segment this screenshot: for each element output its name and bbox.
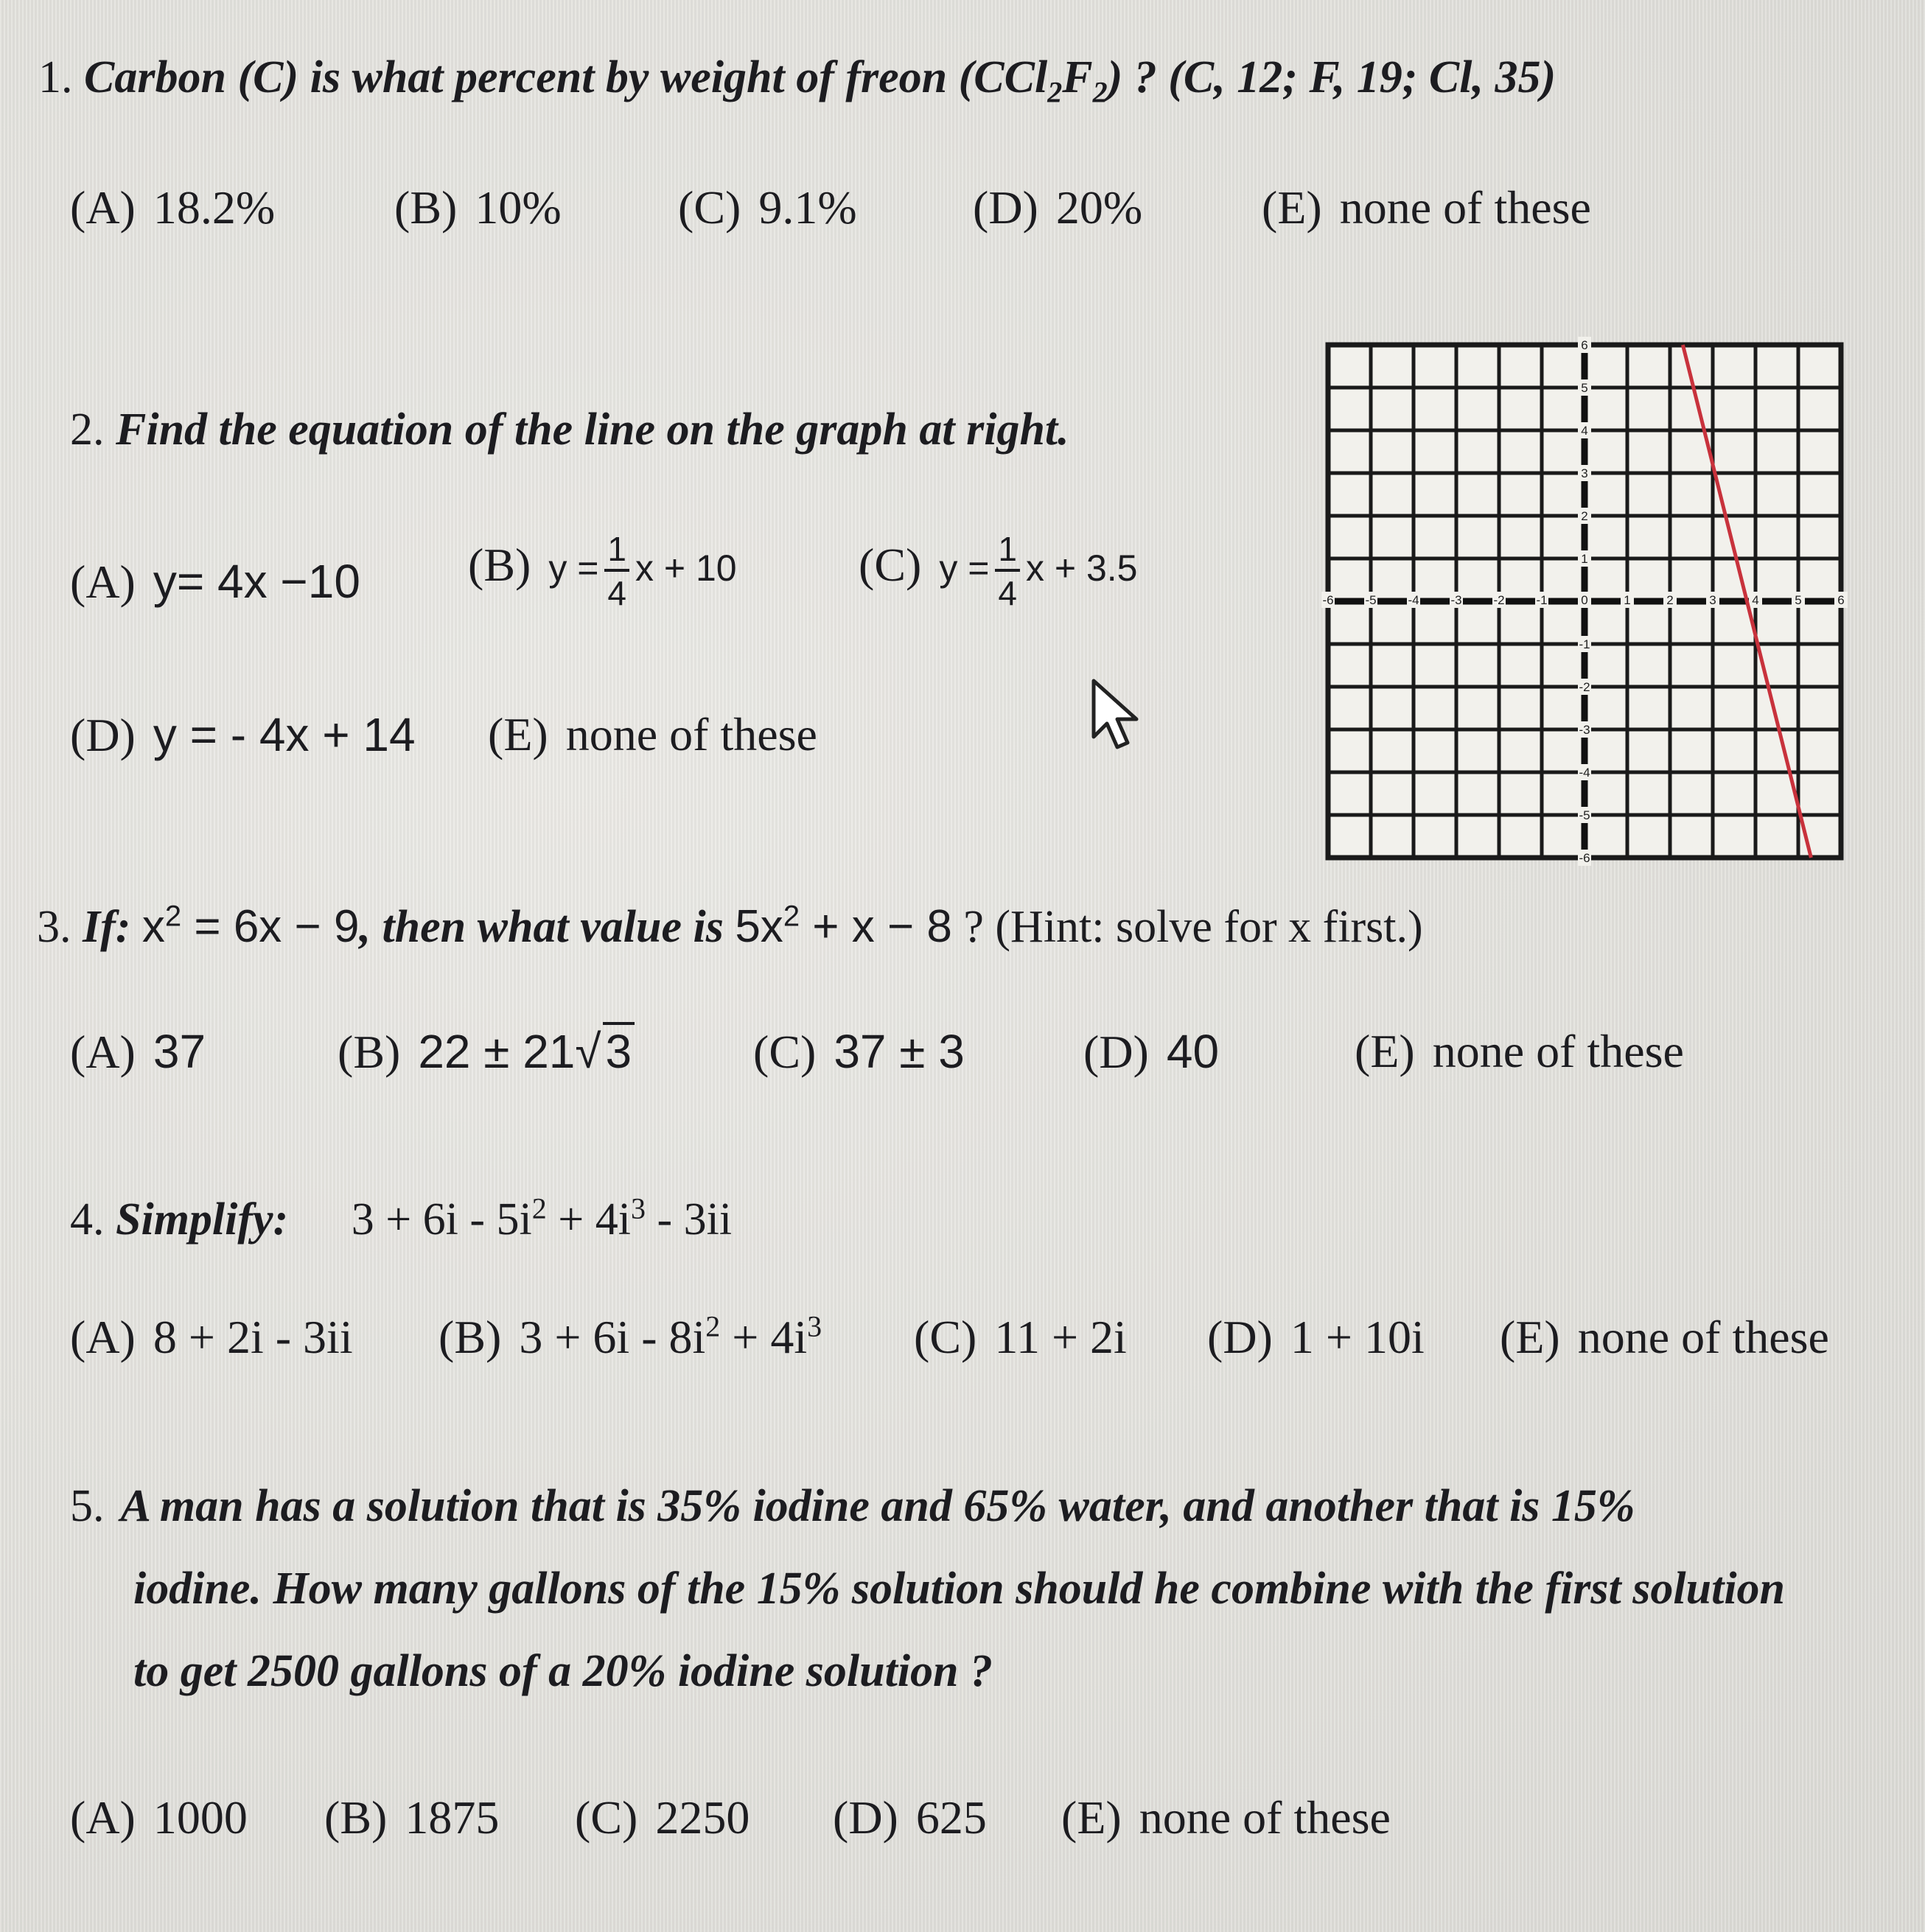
y-tick-label: 2 (1581, 509, 1588, 523)
q1-option-b[interactable]: (B) 10% (394, 181, 562, 234)
y-tick-label: -4 (1579, 766, 1590, 780)
q5-option-b[interactable]: (B) 1875 (324, 1791, 500, 1844)
q5-option-a[interactable]: (A) 1000 (70, 1791, 248, 1844)
x-tick-label: 3 (1709, 593, 1716, 607)
question-4: 4. Simplify: $3 + 6i - 5i^2 + 4i^3 - 3ii$ (70, 1191, 733, 1245)
x-tick-label: 0 (1581, 593, 1588, 607)
y-tick-label: 1 (1581, 552, 1588, 566)
x-tick-label: -3 (1450, 593, 1462, 607)
q2-option-d[interactable]: (D) y = - 4x + 14 (70, 708, 416, 761)
question-4-number: 4. (70, 1194, 105, 1245)
question-2 (70, 404, 1069, 456)
y-tick-label: -5 (1579, 808, 1590, 822)
x-tick-label: 5 (1795, 593, 1802, 607)
y-tick-label: -1 (1579, 637, 1590, 651)
q3-option-b[interactable]: (B) 22 ± 21√3 (338, 1024, 635, 1079)
x-tick-label: -1 (1536, 593, 1548, 607)
q1-option-e[interactable]: (E) none of these (1262, 181, 1591, 234)
x-tick-label: -5 (1365, 593, 1377, 607)
x-tick-label: 1 (1624, 593, 1631, 607)
q4-option-b[interactable]: (B) $3 + 6i - 8i^2 + 4i^3$ (439, 1309, 822, 1363)
q3-option-a[interactable]: (A) 37 (70, 1025, 206, 1078)
y-tick-label: 4 (1581, 424, 1588, 438)
question-1-text: Carbon (C) is what percent by weight of freon $(CCl_2F_2)$ ? (C, 12; F, 19; Cl, 35) (84, 52, 1557, 109)
q1-option-c[interactable]: (C) 9.1% (678, 181, 857, 234)
fraction: $\frac{1}{4}$ (995, 532, 1020, 610)
fraction: $\frac{1}{4}$ (604, 532, 629, 610)
question-2-number: 2. (70, 405, 105, 455)
q4-option-a[interactable]: (A) 8 + 2i - 3ii (70, 1311, 353, 1363)
x-tick-label: -6 (1322, 593, 1334, 607)
q5-option-d[interactable]: (D) 625 (833, 1791, 987, 1844)
y-tick-label: -2 (1579, 680, 1590, 694)
y-tick-label: 6 (1581, 338, 1588, 352)
question-3: 3. If: $x^2 = 6x - 9$, then what value is $5x^2 + x - 8$ ? (Hint: solve for x first.) (37, 900, 1423, 952)
x-tick-label: -4 (1408, 593, 1419, 607)
q3-option-d[interactable]: (D) 40 (1083, 1025, 1220, 1078)
y-tick-label: -6 (1579, 851, 1590, 865)
x-tick-label: 2 (1666, 593, 1674, 607)
q4-option-d[interactable]: (D) 1 + 10i (1207, 1311, 1425, 1363)
q1-option-a[interactable]: (A) 18.2% (70, 181, 276, 234)
q2-option-e[interactable]: (E) none of these (488, 708, 817, 760)
question-2-text: Find the equation of the line on the graph at right. (116, 405, 1069, 455)
mouse-pointer-icon (1089, 676, 1148, 750)
question-1-number: 1. (38, 52, 73, 102)
y-tick-label: 5 (1581, 381, 1588, 395)
q5-option-c[interactable]: (C) 2250 (575, 1791, 750, 1844)
q4-option-e[interactable]: (E) none of these (1500, 1311, 1829, 1363)
x-tick-label: 6 (1837, 593, 1845, 607)
q2-option-a[interactable]: (A) y= 4x −10 (70, 555, 360, 608)
y-tick-label: -3 (1579, 723, 1590, 737)
coordinate-graph (1319, 332, 1865, 869)
y-tick-label: 3 (1581, 466, 1588, 480)
q2-option-c[interactable]: (C) y = $\frac{1}{4}$ x + 3.5 (859, 530, 1138, 612)
q3-option-c[interactable]: (C) 37 ± 3 (753, 1025, 965, 1078)
x-tick-label: -2 (1493, 593, 1505, 607)
question-1 (38, 52, 1557, 109)
sqrt-sign: √ (575, 1025, 601, 1078)
q3-option-e[interactable]: (E) none of these (1355, 1025, 1684, 1077)
x-tick-label: 4 (1752, 593, 1759, 607)
question-5: 5. A man has a solution that is 35% iodine and 65% water, and another that is 15% iodine. How many gallons of the 15% solution should he combine with the first solution to get 2500 gallons of a 20% iodine solution ? (70, 1481, 1786, 1696)
q5-option-e[interactable]: (E) none of these (1061, 1791, 1391, 1844)
q1-option-d[interactable]: (D) 20% (973, 181, 1143, 234)
question-5-number: 5. (70, 1481, 105, 1531)
question-3-number: 3. (37, 902, 71, 952)
q4-option-c[interactable]: (C) 11 + 2i (914, 1311, 1127, 1363)
q2-option-b[interactable]: (B) y = $\frac{1}{4}$ x + 10 (468, 530, 737, 612)
